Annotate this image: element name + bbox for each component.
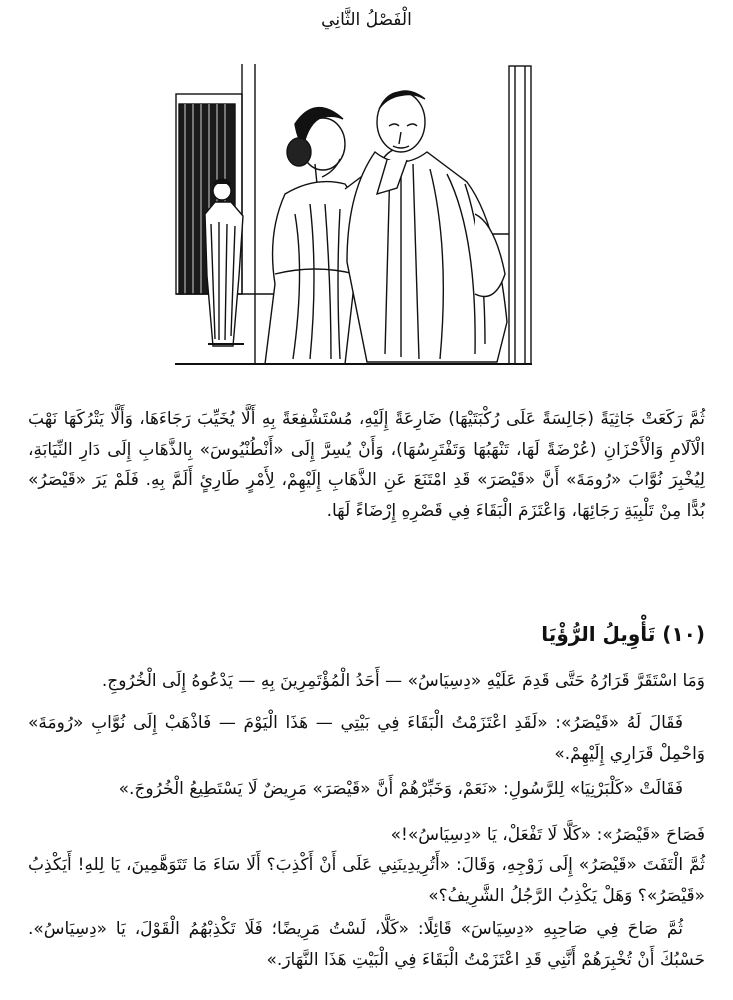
dialogue-paragraph-6: ثُمَّ صَاحَ فِي صَاحِبِهِ «دِسِيَاسَ» قَائِلًا: «كَلَّا، لَسْتُ مَرِيضًا؛ فَلَا تَكْذِبْهُمُ الْقَوْلَ، يَا «دِسِيَاسُ». حَسْبُكَ أَنْ تُخْبِرَهُمْ أَنَّنِي قَدِ اعْتَزَمْتُ الْبَقَاءَ فِي الْبَيْتِ هَذَا النَّهَارَ.» [28, 919, 705, 970]
chapter-header: الْفَصْلُ الثَّانِي [321, 10, 412, 30]
intro-paragraph: ثُمَّ رَكَعَتْ جَاثِيَةً (جَالِسَةً عَلَى رُكْبَتَيْهَا) ضَارِعَةً إِلَيْهِ، مُسْتَشْفِعَةً بِهِ أَلَّا يُخَيِّبَ رَجَاءَهَا، وَأَلَّا يَتْرُكَهَا نَهْبَ الْآلَامِ وَالْأَحْزَانِ (عُرْضَةً لَهَا، تَنْهَبُهَا وَتَفْتَرِسُهَا)، وَأَنْ يُسِرَّ إِلَى «أَنْطُنْيُوسَ» بِالذَّهَابِ إِلَى دَارِ النِّيَابَةِ، لِيُخْبِرَ نُوَّابَ «رُومَةَ» أَنَّ «قَيْصَرَ» قَدِ امْتَنَعَ عَنِ الذَّهَابِ إِلَيْهِمْ، لِأَمْرٍ طَارِئٍ أَلَمَّ بِهِ. فَلَمْ يَرَ «قَيْصَرُ» بُدًّا مِنْ تَلْبِيَةِ رَجَائِهَا، وَاعْتَزَمَ الْبَقَاءَ فِي قَصْرِهِ إِرْضَاءً لَهَا. [28, 409, 705, 521]
engraving-illustration [175, 64, 532, 366]
illustration-caesar-and-calpurnia [175, 64, 532, 366]
dialogue-paragraph-4: فَصَاحَ «قَيْصَرُ»: «كَلَّا لَا تَفْعَلْ، يَا «دِسِيَاسُ»!» [390, 825, 705, 845]
dialogue-paragraph-3: فَقَالَتْ «كَلْبَرْنِيَا» لِلرَّسُولِ: «نَعَمْ، وَخَبِّرْهُمْ أَنَّ «قَيْصَرَ» مَرِيضٌ لَا يَسْتَطِيعُ الْخُرُوجَ.» [118, 779, 683, 799]
dialogue-paragraph-5: ثُمَّ الْتَفَتَ «قَيْصَرُ» إِلَى زَوْجِهِ، وَقَالَ: «أَتُرِيدِينَنِي عَلَى أَنْ أَكْذِبَ؟ أَلَا سَاءَ مَا تَتَوَهَّمِينَ، يَا لِلهِ! أَيَكْذِبُ «قَيْصَرُ»؟ وَهَلْ يَكْذِبُ الرَّجُلُ الشَّرِيفُ؟» [28, 855, 705, 906]
dialogue-paragraph-1: وَمَا اسْتَقَرَّ قَرَارُهُ حَتَّى قَدِمَ عَلَيْهِ «دِسِيَاسُ» — أَحَدُ الْمُؤْتَمِرِينَ بِهِ — يَدْعُوهُ إِلَى الْخُرُوجِ. [101, 671, 705, 691]
section-title: (١٠) تَأْوِيلُ الرُّؤْيَا [541, 622, 705, 646]
dialogue-paragraph-2: فَقَالَ لَهُ «قَيْصَرُ»: «لَقَدِ اعْتَزَمْتُ الْبَقَاءَ فِي بَيْتِي — هَذَا الْيَوْمَ — فَاذْهَبْ إِلَى نُوَّابِ «رُومَةَ» وَاحْمِلْ قَرَارِي إِلَيْهِمْ.» [28, 713, 705, 764]
